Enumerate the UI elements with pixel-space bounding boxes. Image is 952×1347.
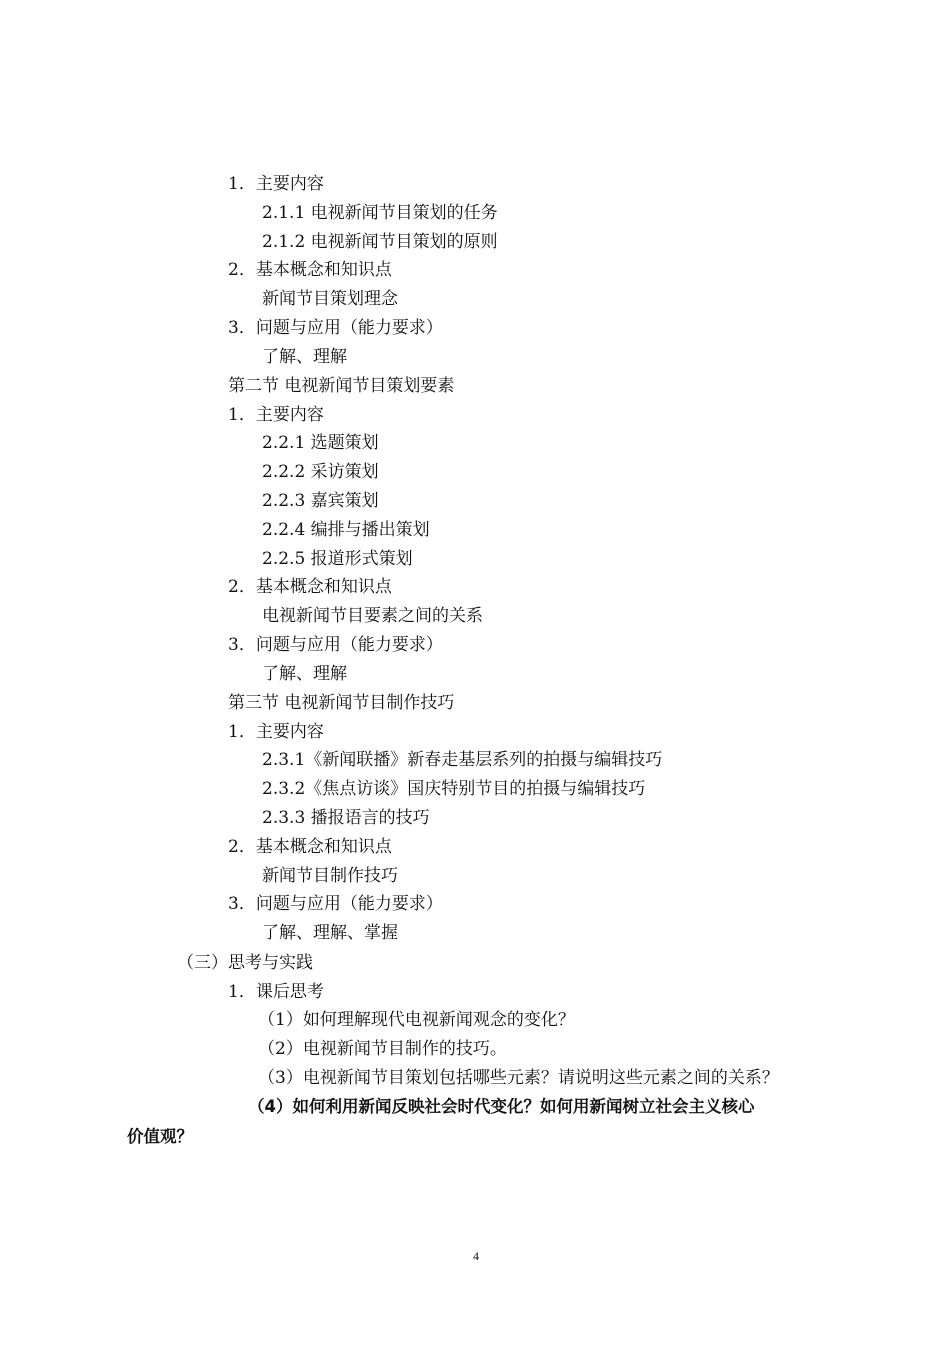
- outline-item: 了解、理解: [262, 347, 347, 367]
- question-item-bold: （4）如何利用新闻反映社会时代变化？如何用新闻树立社会主义核心: [248, 1097, 755, 1116]
- outline-item: 新闻节目策划理念: [262, 289, 398, 309]
- outline-item: 2.1.2 电视新闻节目策划的原则: [262, 232, 498, 252]
- question-item: （3）电视新闻节目策划包括哪些元素？请说明这些元素之间的关系？: [258, 1068, 779, 1088]
- outline-item: 2.3.3 播报语言的技巧: [262, 808, 430, 828]
- question-item: （1）如何理解现代电视新闻观念的变化？: [258, 1010, 575, 1030]
- outline-item: 2.2.5 报道形式策划: [262, 549, 413, 569]
- outline-item: 2.3.1《新闻联播》新春走基层系列的拍摄与编辑技巧: [262, 750, 663, 770]
- page-number: 4: [473, 1249, 479, 1263]
- heading-main-content: 1．主要内容: [228, 174, 324, 194]
- outline-item: 2.2.3 嘉宾策划: [262, 491, 379, 511]
- heading-after-class: 1．课后思考: [228, 982, 324, 1002]
- heading-main-content: 1．主要内容: [228, 405, 324, 425]
- section-heading: 第二节 电视新闻节目策划要素: [228, 376, 455, 396]
- section-heading: 第三节 电视新闻节目制作技巧: [228, 693, 455, 713]
- heading-application: 3．问题与应用（能力要求）: [228, 894, 443, 914]
- outline-item: 2.3.2《焦点访谈》国庆特别节目的拍摄与编辑技巧: [262, 779, 646, 799]
- outline-item: 新闻节目制作技巧: [262, 866, 398, 886]
- outline-item: 2.2.1 选题策划: [262, 433, 379, 453]
- question-item-bold-continuation: 价值观？: [127, 1127, 193, 1146]
- part-heading: （三）思考与实践: [177, 953, 313, 973]
- heading-concepts: 2．基本概念和知识点: [228, 837, 392, 857]
- outline-item: 电视新闻节目要素之间的关系: [262, 606, 483, 626]
- heading-application: 3．问题与应用（能力要求）: [228, 318, 443, 338]
- outline-item: 2.2.2 采访策划: [262, 462, 379, 482]
- outline-item: 了解、理解、掌握: [262, 923, 398, 943]
- heading-main-content: 1．主要内容: [228, 722, 324, 742]
- outline-item: 了解、理解: [262, 664, 347, 684]
- question-item: （2）电视新闻节目制作的技巧。: [258, 1039, 507, 1059]
- outline-item: 2.1.1 电视新闻节目策划的任务: [262, 203, 498, 223]
- heading-concepts: 2．基本概念和知识点: [228, 577, 392, 597]
- heading-application: 3．问题与应用（能力要求）: [228, 635, 443, 655]
- heading-concepts: 2．基本概念和知识点: [228, 260, 392, 280]
- outline-item: 2.2.4 编排与播出策划: [262, 520, 430, 540]
